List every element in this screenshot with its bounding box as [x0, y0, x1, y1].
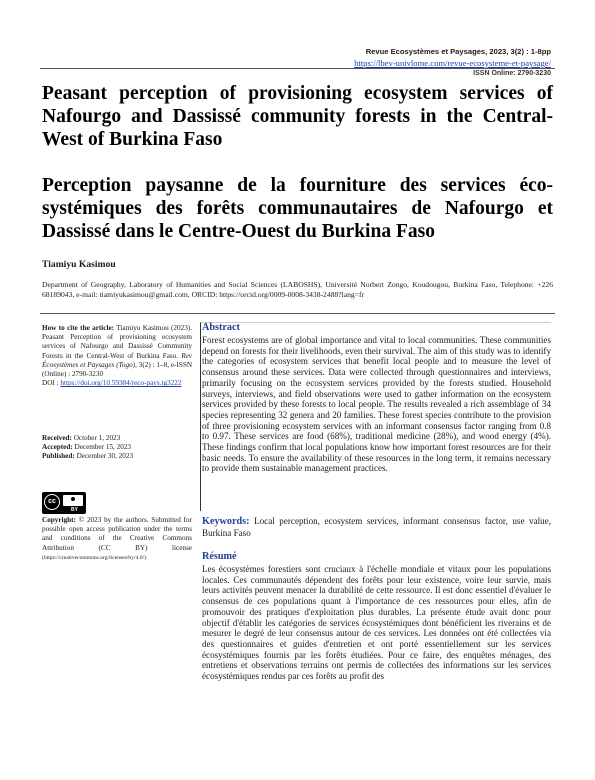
- license-url: (https://creativecommons.org/licenses/by/4.0/).: [42, 554, 148, 561]
- author-affiliation: Department of Geography, Laboratory of Humanities and Social Sciences (LABOSHS), Université Norbert Zongo, Koudougou, Burkina Faso, Telephone: +226 68189043, e-mail: tiamiyukasimou@gmail.com, ORCID: https://orcid.org/0009-0008-3438-2488?lang=fr: [42, 280, 553, 299]
- accepted-label: Accepted:: [42, 443, 73, 452]
- keywords-block: [202, 516, 551, 538]
- by-person-icon: [63, 495, 83, 506]
- citation-label: How to cite the article:: [42, 324, 115, 332]
- cc-logo-text: cc: [44, 494, 60, 510]
- affiliation-rule: [40, 313, 555, 314]
- copyright-text: © 2023 by the authors. Submitted for possible open access publication under the terms and conditions of the Creative Commons Attribution (CC BY) license: [42, 516, 192, 552]
- received-label: Received:: [42, 434, 72, 442]
- accepted-date: December 15, 2023: [74, 443, 132, 452]
- title-french: Perception paysanne de la fourniture des services éco-systémiques des forêts communautaires de Nafourgo et Dassissé dans le Centre-Ouest du Burkina Faso: [42, 175, 553, 242]
- citation-details: 3(2) : 1–8, e-ISSN (Online) : 2790-3230: [42, 360, 193, 379]
- citation-text: Tiamiyu Kasimou (2023). Peasant Perception of provisioning ecosystem services of Nafourgo and Dassissé Community Forests in the Central-West of Burkina Faso.: [42, 324, 192, 360]
- keywords-heading: Keywords:: [202, 516, 250, 527]
- journal-url-link[interactable]: https://lbev-univlome.com/revue-ecosysteme-et-paysage/: [354, 58, 551, 68]
- received-date: October 1, 2023: [73, 434, 121, 442]
- resume-heading: Résumé: [202, 551, 237, 562]
- copyright-label: Copyright:: [42, 516, 76, 524]
- copyright-block: [42, 516, 192, 563]
- doi-link[interactable]: https://doi.org/10.59384/reco-pays.tg3222: [60, 379, 182, 388]
- citation-journal: Rev Écosystèmes et Paysages (Togo),: [42, 351, 192, 369]
- header-rule: [40, 68, 555, 69]
- abstract-text: Forest ecosystems are of global importance and vital to local communities. These communities depend on forests for their livelihoods, even their survival. The aim of this study was to identify the categories of ecosystem services that benefit local people and to measure the level of consensus around these services. Data were collected through questionnaires and interviews, primarily focusing on the ecosystem services provided by the forests studied. Household surveys, interviews, and field observations were used to gather information on the ecosystem services provided by these forests to local people. The results revealed a rich assemblage of 34 species representing 32 genera and 20 families. These forest species contribute to the provision of three provisioning ecosystem services with an informant consensus factor ranging from 0.8 to 0.97. These services are food (68%), traditional medicine (28%), and wood energy (4%). These findings confirm that local populations know how important forest resources are for their basic needs. To ensure the availability of these resources in the long term, it remains necessary to provide them sustainable management practices.: [202, 335, 551, 474]
- citation-block: [42, 324, 192, 388]
- abstract-heading: Abstract: [202, 322, 240, 333]
- issn-label: ISSN Online: 2790-3230: [473, 70, 551, 77]
- resume-text: Les écosystèmes forestiers sont cruciaux à l'échelle mondiale et vitaux pour les populations locales. Ces communautés dépendent des forêts pour leur existence, voire leur survie, mais leurs activités peuvent menacer la durabilité de cette ressource. Il est donc essentiel d'évaluer le consensus de ces populations quant à l'importance de ces ressources pour elles, afin de promouvoir des pratiques d'exploitation plus durables. La présente étude avait donc pour objectif d'établir les catégories de services écosystémiques dont bénéficient les riverains et de mesurer le degré de leur consensus autour de ces services. Les données ont été collectées via des questionnaires et guides d'entretien et ont porté essentiellement sur les services écosystémiques fournis par les forêts étudiées. Pour ce faire, des enquêtes ménages, des entretiens et observations terrains ont permis de collectées des informations sur les services écosystémiques rendus par ces forêts au profit des: [202, 564, 551, 682]
- published-label: Published:: [42, 452, 75, 461]
- journal-header: Revue Ecosystèmes et Paysages, 2023, 3(2) : 1-8pp: [365, 47, 551, 56]
- keywords-text: Local perception, ecosystem services, informant consensus factor, use value, Burkina Faso: [202, 516, 551, 538]
- cc-by-license-icon: [42, 492, 86, 514]
- dates-block: [42, 434, 192, 462]
- author-name: Tiamiyu Kasimou: [42, 259, 116, 270]
- doi-label: DOI :: [42, 379, 59, 388]
- published-date: December 30, 2023: [76, 452, 134, 461]
- by-logo-text: BY: [71, 507, 78, 513]
- title-english: Peasant perception of provisioning ecosystem services of Nafourgo and Dassissé community forests in the Central-West of Burkina Faso: [42, 83, 553, 150]
